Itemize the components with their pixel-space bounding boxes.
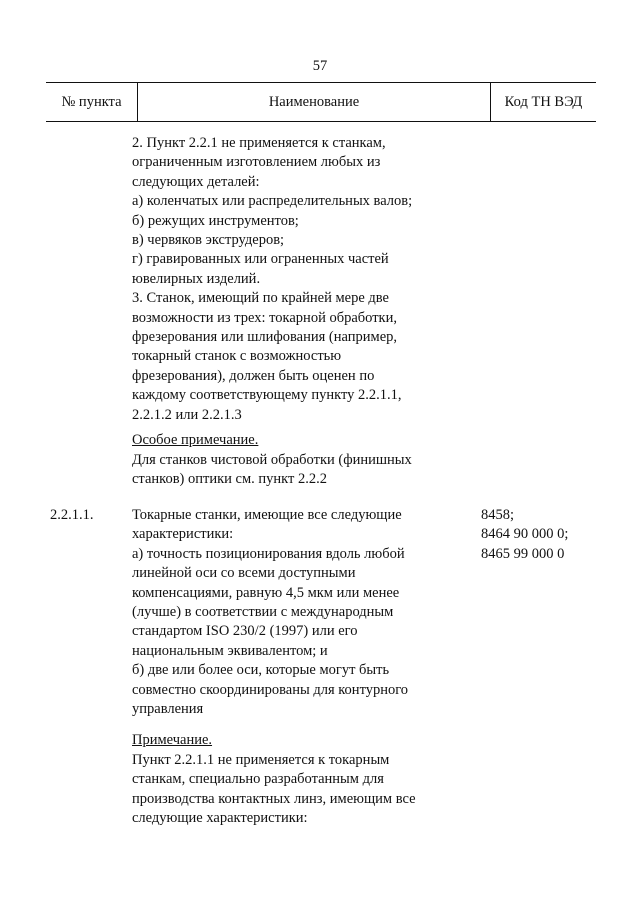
notes-line: каждому соответствующему пункту 2.2.1.1, bbox=[132, 387, 402, 404]
item-description: Токарные станки, имеющие все следующие характеристики: а) точность позиционирования вдоль любой линейной оси со всеми доступными компенсациями, равную 4,5 мкм или менее (лучше) в соответствии с международным стандартом ISO 230/2 (1997) или его национальным эквивалентом; и б) две или более оси, которые могут быть совместно скоординированы для контурного управления bbox=[132, 507, 409, 718]
notes-line: г) гравированных или ограненных частей bbox=[132, 251, 389, 268]
notes-line: ювелирных изделий. bbox=[132, 270, 261, 287]
notes-line: 3. Станок, имеющий по крайней мере две bbox=[132, 290, 389, 307]
notes-line: 2. Пункт 2.2.1 не применяется к станкам, bbox=[132, 135, 386, 151]
notes-line: фрезерования), должен быть оценен по bbox=[132, 367, 375, 384]
item-codes: 8458; 8464 90 000 0; 8465 99 000 0 bbox=[481, 507, 569, 562]
notes-line: 2.2.1.2 или 2.2.1.3 bbox=[132, 406, 242, 423]
item-number: 2.2.1.1. bbox=[50, 507, 94, 523]
note-text: Пункт 2.2.1.1 не применяется к токарным станкам, специально разработанным для производства контактных линз, имеющим все следующие характеристики: bbox=[132, 752, 416, 827]
notes-line: следующих деталей: bbox=[132, 173, 260, 190]
notes-line: ограниченным изготовлением любых из bbox=[132, 154, 381, 171]
page-number: 57 bbox=[312, 58, 328, 74]
notes-line: б) режущих инструментов; bbox=[132, 212, 299, 229]
column-header-code: Код ТН ВЭД bbox=[490, 83, 596, 121]
notes-line: возможности из трех: токарной обработки, bbox=[132, 309, 397, 326]
notes-line: токарный станок с возможностью bbox=[132, 348, 342, 365]
notes-block bbox=[132, 134, 477, 425]
special-note-text: Для станков чистовой обработки (финишных станков) оптики см. пункт 2.2.2 bbox=[132, 452, 412, 488]
special-note-heading: Особое примечание. bbox=[132, 432, 259, 448]
column-header-name: Наименование bbox=[268, 93, 360, 110]
notes-line: в) червяков экструдеров; bbox=[132, 232, 285, 249]
notes-line: а) коленчатых или распределительных валов; bbox=[132, 193, 413, 210]
column-header-number: № пункта bbox=[46, 83, 138, 121]
note-heading: Примечание. bbox=[132, 732, 213, 748]
table-header bbox=[46, 82, 596, 122]
notes-line: фрезерования или шлифования (например, bbox=[132, 329, 398, 346]
